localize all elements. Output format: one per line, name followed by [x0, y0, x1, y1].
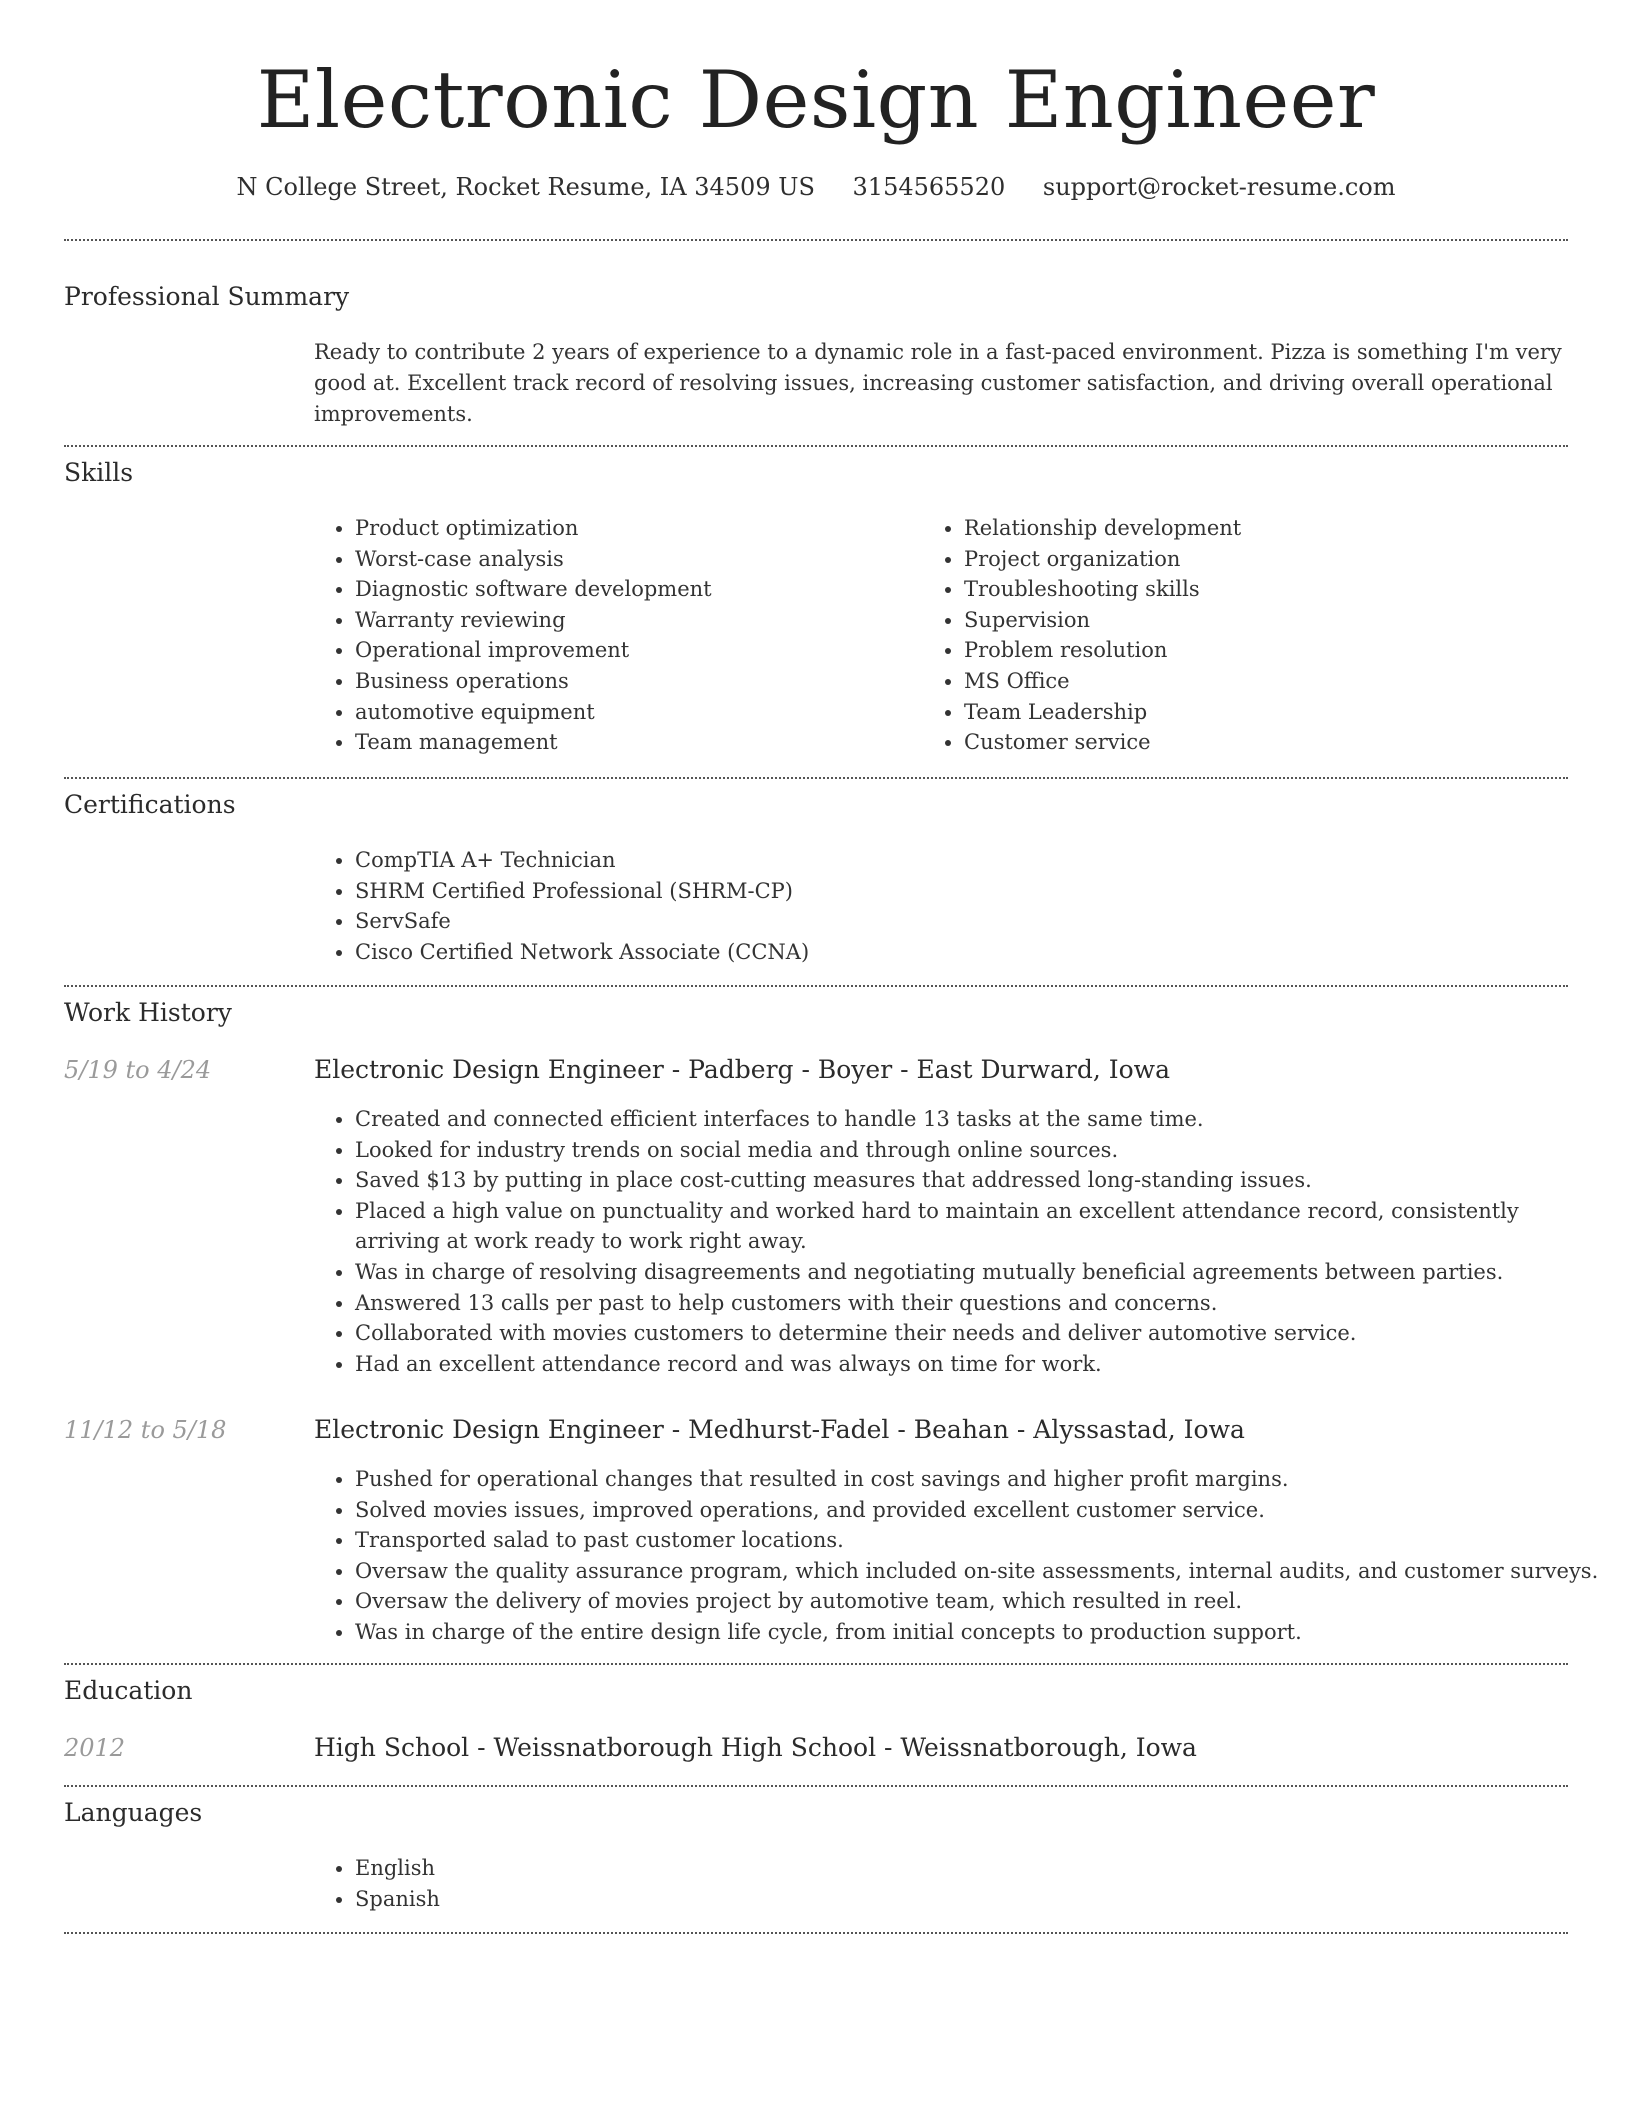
- email: support@rocket-resume.com: [1042, 173, 1396, 201]
- section-title-education: Education: [64, 1676, 193, 1705]
- education-heading: High School - Weissnatborough High School - Weissnatborough, Iowa: [314, 1733, 1197, 1762]
- list-item: • Operational improvement: [355, 635, 915, 666]
- list-item: • Warranty reviewing: [355, 605, 915, 636]
- list-item: • Solved movies issues, improved operations, and provided excellent customer service.: [355, 1495, 1605, 1526]
- section-title-work-history: Work History: [64, 998, 232, 1027]
- list-item: • Troubleshooting skills: [964, 574, 1584, 605]
- list-item: • Placed a high value on punctuality and worked hard to maintain an excellent attendance record, consistently arriving at work ready to work right away.: [355, 1196, 1605, 1257]
- divider: [64, 239, 1568, 241]
- list-item: • Relationship development: [964, 513, 1584, 544]
- list-item: • English: [355, 1853, 1605, 1884]
- divider: [64, 777, 1568, 779]
- section-title-summary: Professional Summary: [64, 282, 350, 311]
- list-item: • Problem resolution: [964, 635, 1584, 666]
- list-item: • Was in charge of resolving disagreements and negotiating mutually beneficial agreements between parties.: [355, 1257, 1605, 1288]
- skills-list-left: [311, 513, 915, 758]
- list-item: • Product optimization: [355, 513, 915, 544]
- list-item: • Project organization: [964, 544, 1584, 575]
- list-item: • Diagnostic software development: [355, 574, 915, 605]
- list-item: • Looked for industry trends on social media and through online sources.: [355, 1135, 1605, 1166]
- phone: 3154565520: [852, 173, 1006, 201]
- divider: [64, 1663, 1568, 1665]
- job-dates: 11/12 to 5/18: [64, 1416, 227, 1444]
- list-item: • Customer service: [964, 727, 1584, 758]
- list-item: • Team management: [355, 727, 915, 758]
- section-title-languages: Languages: [64, 1798, 203, 1827]
- section-title-skills: Skills: [64, 458, 134, 487]
- job-bullets: [311, 1464, 1605, 1648]
- list-item: • Oversaw the quality assurance program, which included on-site assessments, internal audits, and customer surveys.: [355, 1556, 1605, 1587]
- list-item: • Cisco Certified Network Associate (CCNA): [355, 937, 1605, 968]
- list-item: • Pushed for operational changes that resulted in cost savings and higher profit margins.: [355, 1464, 1605, 1495]
- list-item: • Business operations: [355, 666, 915, 697]
- job-bullets: [311, 1104, 1605, 1379]
- divider: [64, 445, 1568, 447]
- education-year: 2012: [64, 1734, 126, 1762]
- divider: [64, 1785, 1568, 1787]
- list-item: • Transported salad to past customer locations.: [355, 1525, 1605, 1556]
- list-item: • CompTIA A+ Technician: [355, 845, 1605, 876]
- job-heading: Electronic Design Engineer - Medhurst-Fadel - Beahan - Alyssastad, Iowa: [314, 1415, 1245, 1444]
- list-item: • Saved $13 by putting in place cost-cutting measures that addressed long-standing issues.: [355, 1165, 1605, 1196]
- languages-list: [311, 1853, 1605, 1914]
- divider: [64, 1932, 1568, 1934]
- job-dates: 5/19 to 4/24: [64, 1056, 212, 1084]
- candidate-name: Electronic Design Engineer: [256, 54, 1376, 146]
- skills-list-right: [920, 513, 1584, 758]
- contact-line: [0, 170, 1632, 204]
- certifications-list: [311, 845, 1605, 967]
- job-heading: Electronic Design Engineer - Padberg - Boyer - East Durward, Iowa: [314, 1055, 1170, 1084]
- section-title-certifications: Certifications: [64, 790, 236, 819]
- list-item: • Collaborated with movies customers to determine their needs and deliver automotive service.: [355, 1318, 1605, 1349]
- list-item: • automotive equipment: [355, 697, 915, 728]
- list-item: • ServSafe: [355, 906, 1605, 937]
- list-item: • Worst-case analysis: [355, 544, 915, 575]
- list-item: • Created and connected efficient interfaces to handle 13 tasks at the same time.: [355, 1104, 1605, 1135]
- list-item: • Had an excellent attendance record and was always on time for work.: [355, 1349, 1605, 1380]
- divider: [64, 985, 1568, 987]
- address: N College Street, Rocket Resume, IA 34509 US: [236, 173, 815, 201]
- list-item: • MS Office: [964, 666, 1584, 697]
- list-item: • Was in charge of the entire design life cycle, from initial concepts to production support.: [355, 1617, 1605, 1648]
- list-item: • Spanish: [355, 1884, 1605, 1915]
- summary-text: Ready to contribute 2 years of experience to a dynamic role in a fast-paced environment. Pizza is something I'm very good at. Excellent track record of resolving issues, increasing customer satisfaction, and driving overall operational improvements.: [314, 340, 1562, 426]
- list-item: • Team Leadership: [964, 697, 1584, 728]
- list-item: • Oversaw the delivery of movies project by automotive team, which resulted in reel.: [355, 1586, 1605, 1617]
- list-item: • SHRM Certified Professional (SHRM-CP): [355, 876, 1605, 907]
- list-item: • Supervision: [964, 605, 1584, 636]
- list-item: • Answered 13 calls per past to help customers with their questions and concerns.: [355, 1288, 1605, 1319]
